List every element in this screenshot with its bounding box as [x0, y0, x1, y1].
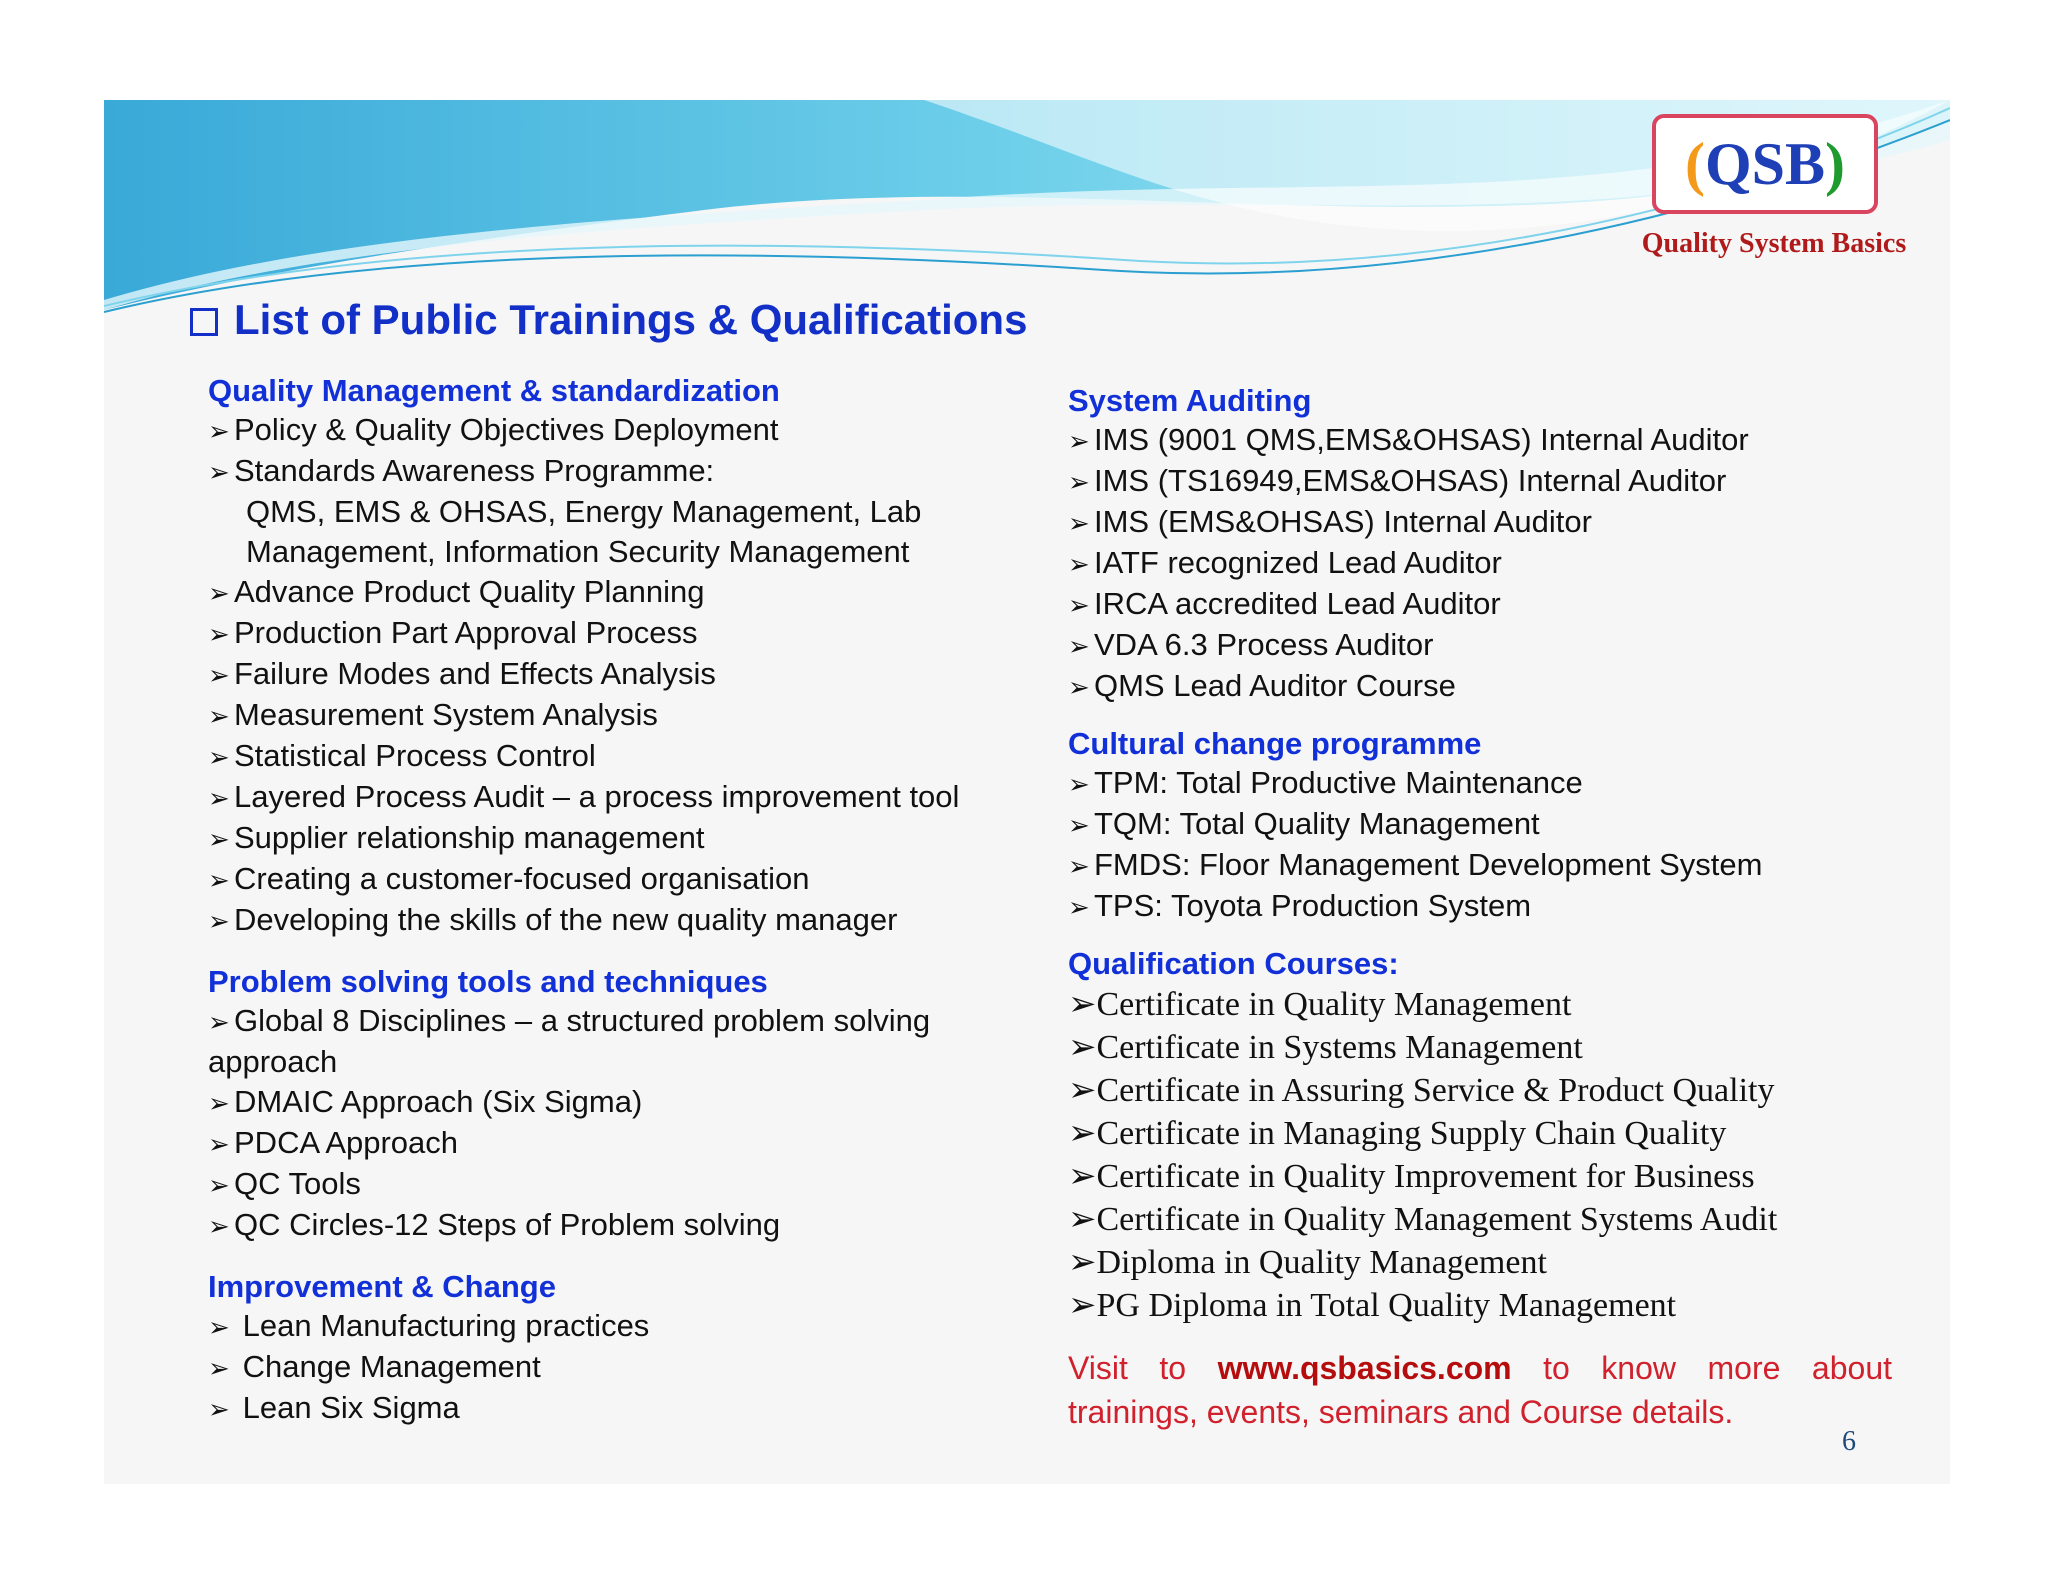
- checkbox-bullet-icon: [190, 308, 218, 336]
- list-item: ➢ QC Circles-12 Steps of Problem solving: [208, 1205, 1048, 1246]
- visit-note: [1068, 1346, 1892, 1434]
- list-item: ➢ IATF recognized Lead Auditor: [1068, 543, 1908, 584]
- arrow-bullet-icon: ➢: [208, 1394, 230, 1424]
- visit-suffix: to know more about trainings, events, seminars and Course details.: [1068, 1350, 1893, 1430]
- page-title: [190, 296, 1027, 344]
- list-item: ➢Certificate in Quality Improvement for Business: [1068, 1158, 1755, 1195]
- arrow-bullet-icon: ➢: [1068, 1287, 1097, 1324]
- arrow-bullet-icon: ➢: [1068, 1029, 1097, 1066]
- arrow-bullet-icon: ➢: [208, 701, 230, 731]
- list-item: ➢ Layered Process Audit – a process improvement tool: [208, 777, 1048, 818]
- right-column: [1068, 382, 1908, 1327]
- logo-paren-close: ): [1825, 131, 1846, 197]
- website-link[interactable]: www.qsbasics.com: [1217, 1350, 1512, 1386]
- arrow-bullet-icon: ➢: [208, 742, 230, 772]
- slide: [104, 100, 1950, 1484]
- list-item: ➢Certificate in Managing Supply Chain Quality: [1068, 1115, 1727, 1152]
- list-item: ➢PG Diploma in Total Quality Management: [1068, 1287, 1677, 1324]
- list-item: ➢ Failure Modes and Effects Analysis: [208, 654, 1048, 695]
- arrow-bullet-icon: ➢: [1068, 467, 1090, 497]
- list-item: ➢ Developing the skills of the new quality manager: [208, 900, 1048, 941]
- arrow-bullet-icon: ➢: [1068, 1244, 1097, 1281]
- arrow-bullet-icon: ➢: [208, 660, 230, 690]
- list-item: ➢ TQM: Total Quality Management: [1068, 804, 1908, 845]
- arrow-bullet-icon: ➢: [208, 865, 230, 895]
- arrow-bullet-icon: ➢: [208, 1312, 230, 1342]
- arrow-bullet-icon: ➢: [1068, 631, 1090, 661]
- arrow-bullet-icon: ➢: [1068, 549, 1090, 579]
- arrow-bullet-icon: ➢: [208, 1129, 230, 1159]
- list-item-continuation: approach: [208, 1044, 338, 1079]
- list-item: ➢ Lean Six Sigma: [208, 1388, 1048, 1429]
- arrow-bullet-icon: ➢: [208, 619, 230, 649]
- list-item: ➢ Measurement System Analysis: [208, 695, 1048, 736]
- arrow-bullet-icon: ➢: [208, 1353, 230, 1383]
- list-item: ➢ PDCA Approach: [208, 1123, 1048, 1164]
- list-item: ➢ Advance Product Quality Planning: [208, 572, 1048, 613]
- arrow-bullet-icon: ➢: [1068, 986, 1097, 1023]
- list-item: ➢ Creating a customer-focused organisation: [208, 859, 1048, 900]
- list-item: ➢ FMDS: Floor Management Development System: [1068, 845, 1908, 886]
- arrow-bullet-icon: ➢: [1068, 810, 1090, 840]
- arrow-bullet-icon: ➢: [208, 578, 230, 608]
- section-title-problem-solving: Problem solving tools and techniques: [208, 964, 768, 999]
- arrow-bullet-icon: ➢: [208, 824, 230, 854]
- list-item: ➢ VDA 6.3 Process Auditor: [1068, 625, 1908, 666]
- list-item: ➢Certificate in Quality Management Systems Audit: [1068, 1201, 1778, 1238]
- list-item: ➢ Production Part Approval Process: [208, 613, 1048, 654]
- list-item: ➢ Global 8 Disciplines – a structured problem solving: [208, 1001, 1048, 1042]
- arrow-bullet-icon: ➢: [208, 783, 230, 813]
- section-title-cultural-change: Cultural change programme: [1068, 726, 1482, 761]
- list-item: ➢Certificate in Systems Management: [1068, 1029, 1583, 1066]
- section-title-qualification-courses: Qualification Courses:: [1068, 946, 1399, 981]
- arrow-bullet-icon: ➢: [208, 457, 230, 487]
- list-item: ➢ Policy & Quality Objectives Deployment: [208, 410, 1048, 451]
- list-item: ➢ DMAIC Approach (Six Sigma): [208, 1082, 1048, 1123]
- list-item: ➢ QMS Lead Auditor Course: [1068, 666, 1908, 707]
- logo-text: [1656, 122, 1874, 206]
- qsb-logo: [1652, 114, 1878, 214]
- arrow-bullet-icon: ➢: [1068, 1201, 1097, 1238]
- logo-paren-open: (: [1684, 131, 1705, 197]
- arrow-bullet-icon: ➢: [1068, 1158, 1097, 1195]
- arrow-bullet-icon: ➢: [208, 1170, 230, 1200]
- list-item: ➢ Standards Awareness Programme:: [208, 451, 1048, 492]
- arrow-bullet-icon: ➢: [1068, 1115, 1097, 1152]
- arrow-bullet-icon: ➢: [208, 1007, 230, 1037]
- list-item-subline: Management, Information Security Management: [246, 534, 910, 569]
- list-item: ➢ Lean Manufacturing practices: [208, 1306, 1048, 1347]
- arrow-bullet-icon: ➢: [1068, 590, 1090, 620]
- list-item: ➢ IMS (9001 QMS,EMS&OHSAS) Internal Auditor: [1068, 420, 1908, 461]
- arrow-bullet-icon: ➢: [1068, 769, 1090, 799]
- logo-subtitle: Quality System Basics: [1641, 228, 1907, 259]
- arrow-bullet-icon: ➢: [208, 906, 230, 936]
- visit-prefix: Visit to: [1068, 1350, 1218, 1386]
- page-number: 6: [1842, 1426, 1856, 1457]
- list-item-subline: QMS, EMS & OHSAS, Energy Management, Lab: [246, 494, 922, 529]
- page-title-text: List of Public Trainings & Qualifications: [234, 296, 1028, 343]
- arrow-bullet-icon: ➢: [208, 1088, 230, 1118]
- arrow-bullet-icon: ➢: [208, 416, 230, 446]
- list-item: ➢ TPM: Total Productive Maintenance: [1068, 763, 1908, 804]
- section-title-improvement: Improvement & Change: [208, 1269, 556, 1304]
- list-item: ➢ Supplier relationship management: [208, 818, 1048, 859]
- arrow-bullet-icon: ➢: [1068, 508, 1090, 538]
- list-item: ➢ QC Tools: [208, 1164, 1048, 1205]
- section-title-quality-management: Quality Management & standardization: [208, 373, 780, 408]
- arrow-bullet-icon: ➢: [1068, 426, 1090, 456]
- arrow-bullet-icon: ➢: [1068, 851, 1090, 881]
- list-item: ➢ Statistical Process Control: [208, 736, 1048, 777]
- arrow-bullet-icon: ➢: [1068, 892, 1090, 922]
- list-item: ➢Diploma in Quality Management: [1068, 1244, 1547, 1281]
- list-item: ➢ IMS (EMS&OHSAS) Internal Auditor: [1068, 502, 1908, 543]
- section-title-system-auditing: System Auditing: [1068, 383, 1312, 418]
- logo-letters: QSB: [1704, 131, 1826, 197]
- list-item: ➢ Change Management: [208, 1347, 1048, 1388]
- list-item: ➢ IRCA accredited Lead Auditor: [1068, 584, 1908, 625]
- list-item: ➢ IMS (TS16949,EMS&OHSAS) Internal Auditor: [1068, 461, 1908, 502]
- list-item: ➢ TPS: Toyota Production System: [1068, 886, 1908, 927]
- list-item: ➢Certificate in Assuring Service & Product Quality: [1068, 1072, 1775, 1109]
- arrow-bullet-icon: ➢: [1068, 1072, 1097, 1109]
- arrow-bullet-icon: ➢: [208, 1211, 230, 1241]
- arrow-bullet-icon: ➢: [1068, 672, 1090, 702]
- list-item: ➢Certificate in Quality Management: [1068, 986, 1572, 1023]
- left-column: [208, 372, 1048, 1429]
